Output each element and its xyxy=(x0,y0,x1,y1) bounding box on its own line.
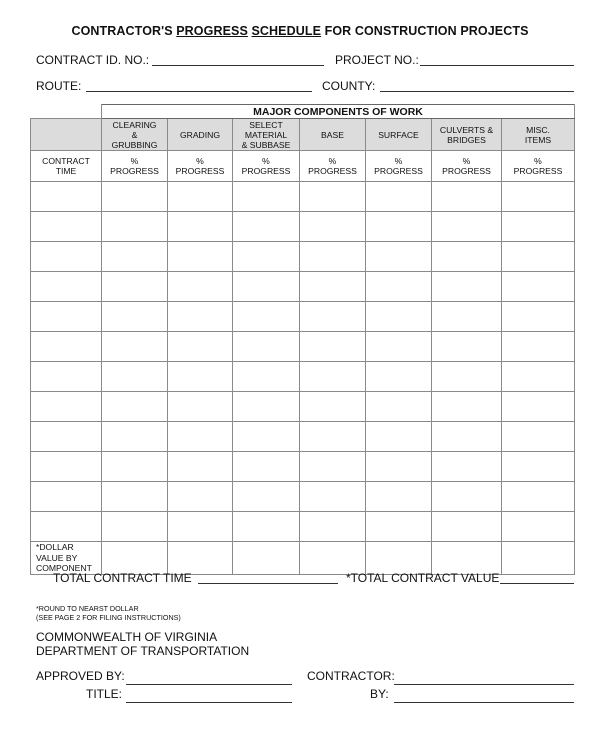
table-cell[interactable] xyxy=(31,212,102,242)
table-row xyxy=(31,242,575,272)
dollar-value-cell[interactable] xyxy=(102,542,168,575)
table-cell[interactable] xyxy=(300,242,366,272)
table-row xyxy=(31,482,575,512)
table-cell[interactable] xyxy=(102,242,168,272)
table-cell[interactable] xyxy=(502,242,575,272)
table-cell[interactable] xyxy=(432,422,502,452)
table-row xyxy=(31,182,575,212)
table-cell[interactable] xyxy=(432,482,502,512)
total-contract-value-field[interactable] xyxy=(500,583,574,584)
table-cell[interactable] xyxy=(31,272,102,302)
column-header-1: CLEARING & GRUBBING xyxy=(102,119,168,151)
table-cell[interactable] xyxy=(432,512,502,542)
table-row xyxy=(31,422,575,452)
county-field[interactable] xyxy=(380,91,574,92)
column-header-6: CULVERTS & BRIDGES xyxy=(432,119,502,151)
table-cell[interactable] xyxy=(432,302,502,332)
table-cell[interactable] xyxy=(102,482,168,512)
dollar-value-cell[interactable] xyxy=(502,542,575,575)
table-cell[interactable] xyxy=(168,452,233,482)
table-cell[interactable] xyxy=(102,182,168,212)
dollar-value-row xyxy=(31,542,575,575)
table-cell[interactable] xyxy=(300,452,366,482)
table-cell[interactable] xyxy=(168,512,233,542)
table-cell[interactable] xyxy=(432,242,502,272)
table-row xyxy=(31,392,575,422)
table-cell[interactable] xyxy=(502,512,575,542)
approved-by-label: APPROVED BY: xyxy=(36,669,125,683)
table-cell[interactable] xyxy=(31,242,102,272)
table-cell[interactable] xyxy=(31,302,102,332)
total-contract-value-label: *TOTAL CONTRACT VALUE xyxy=(346,571,500,585)
column-header-3: SELECT MATERIAL & SUBBASE xyxy=(233,119,300,151)
table-cell[interactable] xyxy=(300,302,366,332)
column-header-5: SURFACE xyxy=(366,119,432,151)
table-cell[interactable] xyxy=(366,182,432,212)
progress-header-2: % PROGRESS xyxy=(168,151,233,182)
table-cell[interactable] xyxy=(366,362,432,392)
progress-header-1: % PROGRESS xyxy=(102,151,168,182)
table-cell[interactable] xyxy=(31,182,102,212)
by-label: BY: xyxy=(370,687,389,701)
table-row xyxy=(31,362,575,392)
table-cell[interactable] xyxy=(102,302,168,332)
table-cell[interactable] xyxy=(168,242,233,272)
table-cell[interactable] xyxy=(300,362,366,392)
title-field[interactable] xyxy=(126,702,292,703)
project-no-label: PROJECT NO.: xyxy=(335,53,419,67)
table-cell[interactable] xyxy=(31,332,102,362)
contractor-label: CONTRACTOR: xyxy=(307,669,395,683)
org-line-1: COMMONWEALTH OF VIRGINIA xyxy=(36,630,218,644)
dollar-value-cell[interactable] xyxy=(233,542,300,575)
table-cell[interactable] xyxy=(31,422,102,452)
contractor-field[interactable] xyxy=(394,684,574,685)
table-cell[interactable] xyxy=(102,512,168,542)
column-header-2: GRADING xyxy=(168,119,233,151)
table-cell[interactable] xyxy=(502,302,575,332)
table-cell[interactable] xyxy=(432,452,502,482)
table-cell[interactable] xyxy=(432,332,502,362)
contract-id-field[interactable] xyxy=(152,65,324,66)
table-cell[interactable] xyxy=(102,422,168,452)
table-cell[interactable] xyxy=(366,302,432,332)
table-cell[interactable] xyxy=(31,452,102,482)
table-row xyxy=(31,302,575,332)
table-cell[interactable] xyxy=(432,212,502,242)
table-cell[interactable] xyxy=(502,212,575,242)
route-field[interactable] xyxy=(86,91,312,92)
county-label: COUNTY: xyxy=(322,79,376,93)
table-row xyxy=(31,512,575,542)
table-cell[interactable] xyxy=(102,212,168,242)
total-contract-time-label: TOTAL CONTRACT TIME xyxy=(53,571,192,585)
table-cell[interactable] xyxy=(233,242,300,272)
dollar-value-cell[interactable] xyxy=(168,542,233,575)
header-corner-cell xyxy=(31,119,102,151)
table-cell[interactable] xyxy=(31,512,102,542)
table-cell[interactable] xyxy=(233,362,300,392)
table-cell[interactable] xyxy=(31,362,102,392)
table-cell[interactable] xyxy=(300,482,366,512)
table-cell[interactable] xyxy=(366,452,432,482)
progress-header-5: % PROGRESS xyxy=(366,151,432,182)
major-components-header: MAJOR COMPONENTS OF WORK xyxy=(102,105,575,119)
dollar-value-label: *DOLLAR VALUE BY COMPONENT xyxy=(31,542,102,575)
table-cell[interactable] xyxy=(300,182,366,212)
project-no-field[interactable] xyxy=(420,65,574,66)
contract-time-header: CONTRACT TIME xyxy=(31,151,102,182)
table-cell[interactable] xyxy=(366,332,432,362)
table-cell[interactable] xyxy=(168,302,233,332)
table-cell[interactable] xyxy=(233,422,300,452)
column-header-7: MISC. ITEMS xyxy=(502,119,575,151)
table-cell[interactable] xyxy=(300,332,366,362)
table-cell[interactable] xyxy=(233,212,300,242)
table-cell[interactable] xyxy=(233,332,300,362)
note-rounding: *ROUND TO NEARST DOLLAR xyxy=(36,604,139,613)
progress-header-6: % PROGRESS xyxy=(432,151,502,182)
table-cell[interactable] xyxy=(366,422,432,452)
table-cell[interactable] xyxy=(502,332,575,362)
table-cell[interactable] xyxy=(168,362,233,392)
table-cell[interactable] xyxy=(366,392,432,422)
column-header-4: BASE xyxy=(300,119,366,151)
table-cell[interactable] xyxy=(366,242,432,272)
table-cell[interactable] xyxy=(366,482,432,512)
table-cell[interactable] xyxy=(102,392,168,422)
table-cell[interactable] xyxy=(502,392,575,422)
dollar-value-cell[interactable] xyxy=(300,542,366,575)
table-cell[interactable] xyxy=(502,422,575,452)
table-cell[interactable] xyxy=(502,452,575,482)
table-row xyxy=(31,332,575,362)
table-cell[interactable] xyxy=(168,272,233,302)
table-cell[interactable] xyxy=(502,182,575,212)
form-title: CONTRACTOR'S PROGRESS SCHEDULE FOR CONSTRUCTION PROJECTS xyxy=(71,24,529,38)
table-cell[interactable] xyxy=(300,212,366,242)
table-cell[interactable] xyxy=(168,422,233,452)
table-cell[interactable] xyxy=(300,392,366,422)
org-line-2: DEPARTMENT OF TRANSPORTATION xyxy=(36,644,250,658)
table-cell[interactable] xyxy=(102,272,168,302)
table-cell[interactable] xyxy=(102,362,168,392)
dollar-value-cell[interactable] xyxy=(432,542,502,575)
table-cell[interactable] xyxy=(233,482,300,512)
note-filing-instructions: (SEE PAGE 2 FOR FILING INSTRUCTIONS) xyxy=(36,613,181,622)
title-label: TITLE: xyxy=(86,687,123,701)
table-cell[interactable] xyxy=(502,272,575,302)
route-label: ROUTE: xyxy=(36,79,82,93)
table-row xyxy=(31,212,575,242)
table-cell[interactable] xyxy=(233,302,300,332)
table-cell[interactable] xyxy=(366,212,432,242)
table-cell[interactable] xyxy=(168,392,233,422)
table-cell[interactable] xyxy=(432,272,502,302)
table-cell[interactable] xyxy=(366,512,432,542)
progress-header-3: % PROGRESS xyxy=(233,151,300,182)
dollar-value-cell[interactable] xyxy=(366,542,432,575)
table-cell[interactable] xyxy=(102,332,168,362)
title-schedule-word: SCHEDULE xyxy=(251,24,322,38)
table-cell[interactable] xyxy=(366,272,432,302)
table-row xyxy=(31,452,575,482)
progress-header-4: % PROGRESS xyxy=(300,151,366,182)
table-cell[interactable] xyxy=(168,182,233,212)
approved-by-field[interactable] xyxy=(126,684,292,685)
progress-schedule-table xyxy=(30,104,575,575)
title-progress-word: PROGRESS xyxy=(176,24,248,38)
table-cell[interactable] xyxy=(102,452,168,482)
table-cell[interactable] xyxy=(233,182,300,212)
table-cell[interactable] xyxy=(168,482,233,512)
table-cell[interactable] xyxy=(233,452,300,482)
table-cell[interactable] xyxy=(168,212,233,242)
table-cell[interactable] xyxy=(233,512,300,542)
table-cell[interactable] xyxy=(233,392,300,422)
table-cell[interactable] xyxy=(300,512,366,542)
table-cell[interactable] xyxy=(168,332,233,362)
table-cell[interactable] xyxy=(432,392,502,422)
contract-id-label: CONTRACT ID. NO.: xyxy=(36,53,150,67)
table-cell[interactable] xyxy=(233,272,300,302)
table-cell[interactable] xyxy=(300,272,366,302)
by-field[interactable] xyxy=(394,702,574,703)
table-cell[interactable] xyxy=(300,422,366,452)
table-cell[interactable] xyxy=(432,362,502,392)
table-row xyxy=(31,272,575,302)
progress-header-7: % PROGRESS xyxy=(502,151,575,182)
table-cell[interactable] xyxy=(432,182,502,212)
table-cell[interactable] xyxy=(31,482,102,512)
table-cell[interactable] xyxy=(31,392,102,422)
total-contract-time-field[interactable] xyxy=(198,583,338,584)
table-cell[interactable] xyxy=(502,362,575,392)
table-cell[interactable] xyxy=(502,482,575,512)
